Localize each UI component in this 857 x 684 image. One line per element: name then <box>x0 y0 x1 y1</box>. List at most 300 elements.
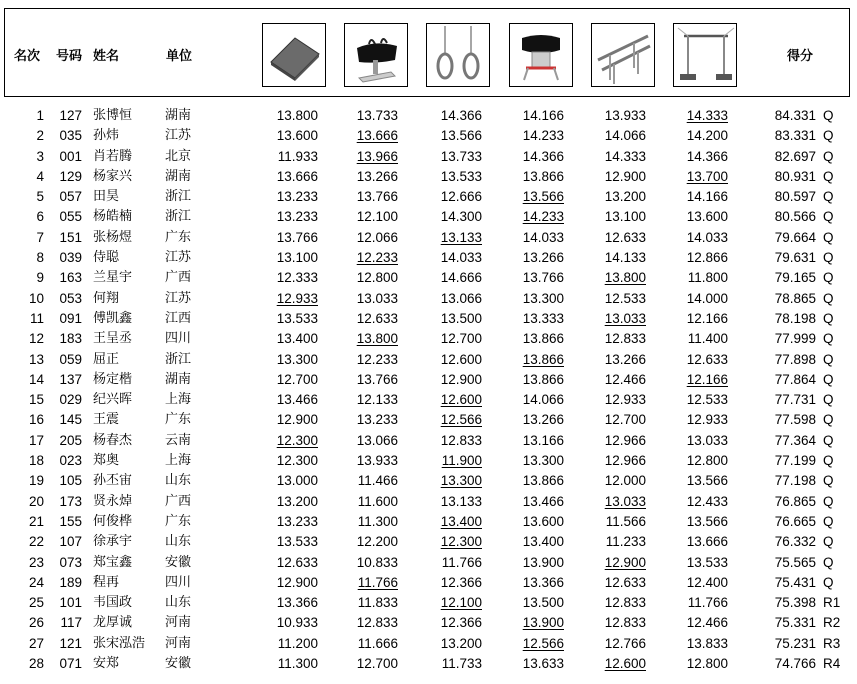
score-cell: 12.633 <box>276 554 318 570</box>
score-cell: 13.933 <box>356 453 398 469</box>
total-cell: 80.597 <box>774 189 816 205</box>
table-row <box>0 309 857 329</box>
score-cell: 12.900 <box>276 412 318 428</box>
score-cell: 12.900 <box>604 554 646 570</box>
score-cell: 13.233 <box>276 513 318 529</box>
table-row <box>0 167 857 187</box>
rank-cell: 28 <box>28 656 44 672</box>
score-cell: 13.533 <box>686 554 728 570</box>
total-cell: 77.364 <box>774 432 816 448</box>
score-cell: 13.700 <box>686 168 728 184</box>
number-cell: 155 <box>59 513 82 529</box>
score-cell: 13.900 <box>522 554 564 570</box>
score-cell: 14.066 <box>522 392 564 408</box>
score-cell: 13.266 <box>356 168 398 184</box>
score-cell: 12.300 <box>440 534 482 550</box>
unit-cell: 湖南 <box>165 168 192 184</box>
qualification-cell: Q <box>823 574 834 590</box>
score-cell: 14.000 <box>686 290 728 306</box>
qualification-cell: Q <box>823 554 834 570</box>
score-cell: 12.833 <box>440 432 482 448</box>
name-cell: 贤永焯 <box>93 493 133 509</box>
number-cell: 057 <box>59 189 82 205</box>
rank-cell: 16 <box>28 412 44 428</box>
score-cell: 13.500 <box>440 310 482 326</box>
score-cell: 12.466 <box>686 615 728 631</box>
total-cell: 80.566 <box>774 209 816 225</box>
score-cell: 12.900 <box>604 168 646 184</box>
name-cell: 兰星宇 <box>93 270 133 286</box>
rank-cell: 8 <box>36 250 44 266</box>
name-cell: 安郑 <box>93 656 120 672</box>
score-cell: 13.733 <box>440 148 482 164</box>
number-cell: 127 <box>59 108 82 123</box>
name-cell: 韦国政 <box>93 595 133 611</box>
score-cell: 13.266 <box>604 351 646 367</box>
score-cell: 12.300 <box>276 432 318 448</box>
score-cell: 12.333 <box>276 270 318 286</box>
rank-cell: 15 <box>28 392 44 408</box>
total-cell: 77.199 <box>774 453 816 469</box>
rank-cell: 11 <box>29 310 44 326</box>
score-cell: 14.366 <box>440 108 482 123</box>
table-row <box>0 207 857 227</box>
score-cell: 11.766 <box>357 574 398 590</box>
unit-cell: 江苏 <box>165 290 192 306</box>
score-cell: 11.833 <box>357 595 398 611</box>
name-cell: 孙丕宙 <box>93 473 133 489</box>
score-header: 得分 <box>787 49 814 64</box>
rank-cell: 9 <box>36 270 44 286</box>
score-cell: 13.266 <box>522 250 564 266</box>
qualification-cell: R3 <box>823 635 841 651</box>
total-cell: 76.665 <box>774 513 816 529</box>
score-cell: 11.300 <box>357 513 398 529</box>
rank-cell: 22 <box>28 534 44 550</box>
total-cell: 77.999 <box>774 331 816 347</box>
table-row <box>0 370 857 390</box>
score-cell: 12.600 <box>440 392 482 408</box>
score-cell: 11.600 <box>357 493 398 509</box>
qualification-cell: Q <box>823 493 834 509</box>
number-cell: 121 <box>59 635 82 651</box>
qualification-cell: Q <box>823 270 834 286</box>
name-cell: 程再 <box>93 574 120 590</box>
number-cell: 189 <box>59 574 82 590</box>
score-cell: 12.600 <box>440 351 482 367</box>
name-cell: 傅凯鑫 <box>93 310 133 326</box>
score-cell: 13.266 <box>522 412 564 428</box>
qualification-cell: Q <box>823 189 834 205</box>
number-cell: 029 <box>59 392 82 408</box>
total-cell: 75.331 <box>774 615 816 631</box>
score-cell: 12.966 <box>604 432 646 448</box>
score-cell: 12.633 <box>604 574 646 590</box>
rings-icon <box>426 23 490 87</box>
total-cell: 74.766 <box>774 656 816 672</box>
score-cell: 13.133 <box>440 493 482 509</box>
table-row <box>0 329 857 349</box>
name-cell: 郑宝鑫 <box>93 554 133 570</box>
rank-cell: 27 <box>28 635 44 651</box>
number-cell: 129 <box>59 168 82 184</box>
score-cell: 13.533 <box>440 168 482 184</box>
total-cell: 83.331 <box>774 128 816 144</box>
score-cell: 13.333 <box>522 310 564 326</box>
qualification-cell: R2 <box>823 615 841 631</box>
score-cell: 13.866 <box>522 168 564 184</box>
table-header <box>4 8 850 97</box>
score-cell: 12.800 <box>356 270 398 286</box>
score-cell: 12.633 <box>356 310 398 326</box>
total-cell: 79.165 <box>774 270 816 286</box>
number-header: 号码 <box>56 49 83 64</box>
score-cell: 12.366 <box>440 615 482 631</box>
score-cell: 12.166 <box>686 371 728 387</box>
score-cell: 12.900 <box>440 371 482 387</box>
total-cell: 75.565 <box>774 554 816 570</box>
score-cell: 12.933 <box>604 392 646 408</box>
score-cell: 14.366 <box>686 148 728 164</box>
score-cell: 13.533 <box>276 310 318 326</box>
total-cell: 79.664 <box>774 229 816 245</box>
unit-header: 单位 <box>166 49 193 64</box>
table-row <box>0 248 857 268</box>
rank-cell: 6 <box>36 209 44 225</box>
number-cell: 105 <box>59 473 82 489</box>
score-cell: 12.833 <box>356 615 398 631</box>
unit-cell: 广西 <box>165 493 192 509</box>
table-row <box>0 654 857 674</box>
score-cell: 13.233 <box>276 209 318 225</box>
total-cell: 75.398 <box>774 595 816 611</box>
score-cell: 13.866 <box>522 371 564 387</box>
score-cell: 11.200 <box>277 635 318 651</box>
score-cell: 12.700 <box>276 371 318 387</box>
table-row <box>0 553 857 573</box>
score-cell: 11.400 <box>687 331 728 347</box>
unit-cell: 广西 <box>165 270 192 286</box>
score-cell: 13.366 <box>522 574 564 590</box>
score-cell: 12.700 <box>356 656 398 672</box>
rank-cell: 14 <box>28 371 44 387</box>
number-cell: 183 <box>59 331 82 347</box>
score-cell: 14.233 <box>522 128 564 144</box>
score-cell: 13.600 <box>276 128 318 144</box>
number-cell: 035 <box>59 128 82 144</box>
qualification-cell: Q <box>823 108 834 123</box>
score-cell: 13.066 <box>356 432 398 448</box>
floor-exercise-icon <box>262 23 326 87</box>
name-cell: 侍聪 <box>93 250 120 266</box>
score-cell: 13.233 <box>356 412 398 428</box>
table-row <box>0 106 857 126</box>
qualification-cell: Q <box>823 148 834 164</box>
unit-cell: 河南 <box>165 635 192 651</box>
name-cell: 张杨煜 <box>93 229 133 245</box>
score-cell: 10.833 <box>356 554 398 570</box>
score-cell: 12.066 <box>356 229 398 245</box>
score-cell: 12.100 <box>440 595 482 611</box>
score-cell: 12.800 <box>686 453 728 469</box>
name-cell: 徐承宇 <box>93 534 133 550</box>
score-cell: 12.933 <box>686 412 728 428</box>
score-cell: 12.900 <box>276 574 318 590</box>
number-cell: 091 <box>59 310 82 326</box>
score-cell: 13.100 <box>604 209 646 225</box>
score-cell: 14.033 <box>522 229 564 245</box>
rank-cell: 12 <box>28 331 44 347</box>
score-cell: 13.733 <box>356 108 398 123</box>
name-cell: 王震 <box>93 412 120 428</box>
name-cell: 张博恒 <box>93 108 133 123</box>
score-cell: 14.666 <box>440 270 482 286</box>
unit-cell: 浙江 <box>165 209 192 225</box>
score-cell: 12.766 <box>604 635 646 651</box>
number-cell: 071 <box>59 656 82 672</box>
unit-cell: 上海 <box>165 453 192 469</box>
score-cell: 13.666 <box>356 128 398 144</box>
qualification-cell: Q <box>823 209 834 225</box>
unit-cell: 安徽 <box>165 656 192 672</box>
rank-cell: 18 <box>28 453 44 469</box>
total-cell: 84.331 <box>774 108 816 123</box>
score-cell: 13.366 <box>276 595 318 611</box>
score-cell: 13.233 <box>276 189 318 205</box>
rank-cell: 25 <box>28 595 44 611</box>
table-row <box>0 532 857 552</box>
score-cell: 13.633 <box>522 656 564 672</box>
number-cell: 151 <box>59 229 82 245</box>
number-cell: 059 <box>59 351 82 367</box>
name-cell: 田昊 <box>93 189 120 205</box>
score-cell: 13.766 <box>522 270 564 286</box>
score-cell: 14.166 <box>522 108 564 123</box>
rank-cell: 26 <box>28 615 44 631</box>
rank-header: 名次 <box>14 49 41 64</box>
name-cell: 杨皓楠 <box>93 209 133 225</box>
rank-cell: 24 <box>28 574 44 590</box>
total-cell: 78.198 <box>774 310 816 326</box>
unit-cell: 浙江 <box>165 189 192 205</box>
score-cell: 13.566 <box>522 189 564 205</box>
total-cell: 76.865 <box>774 493 816 509</box>
rank-cell: 10 <box>28 290 44 306</box>
qualification-cell: Q <box>823 432 834 448</box>
qualification-cell: Q <box>823 290 834 306</box>
score-cell: 14.366 <box>522 148 564 164</box>
name-cell: 何俊桦 <box>93 513 133 529</box>
table-row <box>0 187 857 207</box>
unit-cell: 江苏 <box>165 250 192 266</box>
score-cell: 12.966 <box>604 453 646 469</box>
total-cell: 78.865 <box>774 290 816 306</box>
name-cell: 肖若腾 <box>93 148 133 164</box>
total-cell: 80.931 <box>774 168 816 184</box>
table-row <box>0 492 857 512</box>
table-row <box>0 350 857 370</box>
number-cell: 023 <box>59 453 82 469</box>
score-cell: 13.600 <box>522 513 564 529</box>
name-cell: 龙厚诚 <box>93 615 133 631</box>
unit-cell: 四川 <box>165 331 192 347</box>
score-cell: 12.100 <box>356 209 398 225</box>
qualification-cell: R4 <box>823 656 841 672</box>
score-cell: 12.700 <box>604 412 646 428</box>
score-cell: 12.133 <box>356 392 398 408</box>
rank-cell: 21 <box>28 513 44 529</box>
rank-cell: 1 <box>36 108 44 123</box>
score-cell: 11.466 <box>357 473 398 489</box>
score-cell: 13.766 <box>356 371 398 387</box>
total-cell: 77.198 <box>774 473 816 489</box>
score-cell: 13.000 <box>276 473 318 489</box>
name-cell: 王呈丞 <box>93 331 133 347</box>
table-row <box>0 289 857 309</box>
qualification-cell: Q <box>823 128 834 144</box>
score-cell: 13.100 <box>276 250 318 266</box>
score-cell: 11.766 <box>441 554 482 570</box>
total-cell: 77.864 <box>774 371 816 387</box>
score-cell: 12.433 <box>686 493 728 509</box>
unit-cell: 安徽 <box>165 554 192 570</box>
qualification-cell: Q <box>823 453 834 469</box>
qualification-cell: Q <box>823 513 834 529</box>
score-cell: 14.333 <box>686 108 728 123</box>
score-cell: 12.833 <box>604 331 646 347</box>
table-row <box>0 613 857 633</box>
score-cell: 13.966 <box>356 148 398 164</box>
number-cell: 073 <box>59 554 82 570</box>
score-cell: 13.400 <box>440 513 482 529</box>
score-cell: 12.933 <box>276 290 318 306</box>
rank-cell: 7 <box>36 229 44 245</box>
unit-cell: 浙江 <box>165 351 192 367</box>
score-cell: 14.166 <box>686 189 728 205</box>
score-cell: 12.233 <box>356 250 398 266</box>
number-cell: 173 <box>59 493 82 509</box>
score-cell: 12.633 <box>686 351 728 367</box>
qualification-cell: R1 <box>823 595 841 611</box>
score-cell: 12.400 <box>686 574 728 590</box>
score-cell: 12.300 <box>276 453 318 469</box>
table-row <box>0 410 857 430</box>
total-cell: 82.697 <box>774 148 816 164</box>
score-cell: 13.666 <box>686 534 728 550</box>
score-cell: 14.200 <box>686 128 728 144</box>
number-cell: 117 <box>60 615 82 631</box>
score-cell: 12.533 <box>686 392 728 408</box>
score-cell: 13.900 <box>522 615 564 631</box>
name-cell: 杨春杰 <box>93 432 133 448</box>
name-header: 姓名 <box>93 49 120 64</box>
score-cell: 13.566 <box>686 513 728 529</box>
table-row <box>0 431 857 451</box>
score-cell: 11.233 <box>605 534 646 550</box>
score-cell: 13.533 <box>276 534 318 550</box>
score-cell: 13.066 <box>440 290 482 306</box>
table-row <box>0 126 857 146</box>
total-cell: 75.431 <box>774 574 816 590</box>
unit-cell: 北京 <box>165 148 192 164</box>
table-row <box>0 471 857 491</box>
unit-cell: 广东 <box>165 513 192 529</box>
score-cell: 12.866 <box>686 250 728 266</box>
unit-cell: 山东 <box>165 595 192 611</box>
score-cell: 12.200 <box>356 534 398 550</box>
number-cell: 137 <box>59 371 82 387</box>
table-row <box>0 593 857 613</box>
rank-cell: 19 <box>28 473 44 489</box>
qualification-cell: Q <box>823 331 834 347</box>
name-cell: 张宋泓浩 <box>93 635 146 651</box>
score-cell: 12.466 <box>604 371 646 387</box>
horizontal-bar-icon <box>673 23 737 87</box>
unit-cell: 广东 <box>165 412 192 428</box>
score-cell: 13.033 <box>686 432 728 448</box>
score-cell: 11.766 <box>687 595 728 611</box>
rank-cell: 17 <box>28 432 44 448</box>
table-row <box>0 512 857 532</box>
score-cell: 13.800 <box>276 108 318 123</box>
rank-cell: 4 <box>36 168 44 184</box>
score-cell: 12.366 <box>440 574 482 590</box>
score-cell: 13.866 <box>522 351 564 367</box>
score-cell: 11.733 <box>441 656 482 672</box>
qualification-cell: Q <box>823 392 834 408</box>
number-cell: 107 <box>59 534 82 550</box>
score-cell: 14.133 <box>604 250 646 266</box>
score-cell: 13.600 <box>686 209 728 225</box>
total-cell: 75.231 <box>774 635 816 651</box>
score-cell: 13.500 <box>522 595 564 611</box>
qualification-cell: Q <box>823 310 834 326</box>
score-cell: 13.300 <box>522 290 564 306</box>
name-cell: 杨定楷 <box>93 371 133 387</box>
number-cell: 001 <box>59 148 82 164</box>
number-cell: 205 <box>59 432 82 448</box>
score-cell: 13.566 <box>686 473 728 489</box>
score-cell: 13.400 <box>276 331 318 347</box>
score-cell: 13.300 <box>440 473 482 489</box>
unit-cell: 江西 <box>165 310 192 326</box>
number-cell: 039 <box>59 250 82 266</box>
score-cell: 12.666 <box>440 189 482 205</box>
score-cell: 11.666 <box>357 635 398 651</box>
score-cell: 11.300 <box>277 656 318 672</box>
score-cell: 12.000 <box>604 473 646 489</box>
name-cell: 孙炜 <box>93 128 120 144</box>
score-cell: 12.800 <box>686 656 728 672</box>
score-cell: 12.700 <box>440 331 482 347</box>
qualification-cell: Q <box>823 534 834 550</box>
score-cell: 13.033 <box>604 493 646 509</box>
unit-cell: 广东 <box>165 229 192 245</box>
score-cell: 13.866 <box>522 331 564 347</box>
score-cell: 13.833 <box>686 635 728 651</box>
name-cell: 杨家兴 <box>93 168 133 184</box>
unit-cell: 山东 <box>165 473 192 489</box>
unit-cell: 云南 <box>165 432 192 448</box>
table-row <box>0 573 857 593</box>
score-cell: 11.800 <box>687 270 728 286</box>
score-cell: 13.766 <box>276 229 318 245</box>
rank-cell: 23 <box>28 554 44 570</box>
unit-cell: 四川 <box>165 574 192 590</box>
score-cell: 13.033 <box>604 310 646 326</box>
qualification-cell: Q <box>823 351 834 367</box>
score-cell: 13.466 <box>522 493 564 509</box>
